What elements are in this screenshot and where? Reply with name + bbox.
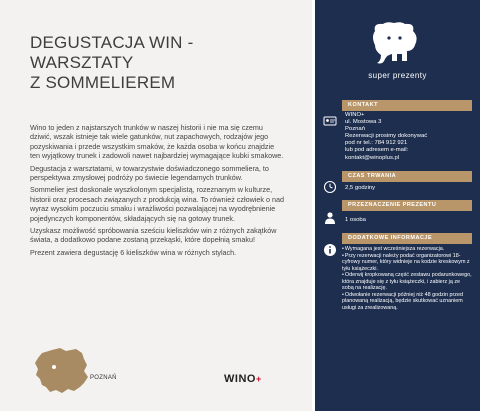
contact-line: lub pod adresem e-mail: [345, 147, 409, 154]
list-item: •Oderwij kropkowaną część zestawu podarunkowego, która znajduje się z tyłu książeczki, i zabierz ją ze sobą na realizację. [342, 272, 472, 291]
contact-line: Poznań [345, 126, 365, 133]
contact-email: kontakt@winoplus.pl [345, 154, 400, 161]
title-line: DEGUSTACJA WIN - [30, 33, 194, 52]
info-icon [323, 243, 337, 257]
contact-line: WINO+ [345, 112, 365, 118]
contact-line: Rezerwacji prosimy dokonywać [345, 133, 428, 140]
czas-value: 2,5 godziny [345, 185, 376, 191]
contact-details [345, 112, 473, 162]
contact-card-icon [323, 114, 337, 128]
location-label: POZNAŃ [90, 375, 117, 381]
elephant-logo-icon [363, 21, 425, 69]
note-text: Oderwij kropkowaną część zestawu podarunkowego, która znajduje się z tyłu książeczki, i zabierz ją ze sobą na realizację. [342, 272, 472, 291]
note-text: Przy rezerwacji należy podać organizatorowi 18-cyfrowy numer, który widnieje na kodzie kreskowym z tyłu książeczki. [342, 252, 470, 272]
paragraph: Degustacja z warsztatami, w towarzystwie doświadczonego sommeliera, to perspektywa zmysłowej podróży po świecie legendarnych trunków. [30, 163, 269, 183]
prezent-value: 1 osoba [345, 217, 366, 223]
paragraph: Wino to jeden z najstarszych trunków w naszej historii i nie ma się czemu dziwić, wszak istnieje tak wiele gatunków, nut zapachowych, rodzajów jego pozyskiwania i przede wszystkim smaków, że każda osoba w końcu znajdzie ten wyjątkowy trunek i zadowoli nawet najbardziej wymagające kubki smakowe. [30, 123, 284, 161]
list-item: •Odwołanie rezerwacji później niż 48 godzin przed planowaną realizacją, będzie skutkować uznaniem usługi za zrealizowaną. [342, 291, 463, 311]
logo-plus: + [255, 374, 262, 384]
title-line: Z SOMMELIEREM [30, 73, 176, 92]
title-line: WARSZTATY [30, 53, 134, 72]
brand-name: super prezenty [368, 71, 427, 80]
paragraph: Sommelier jest doskonale wyszkolonym specjalistą, rozeznanym w kulturze, historii oraz procesach związanych z produkcją wina. To również człowiek o nad wyraz wysokim poczuciu smaku i wrażliwości pozwalającej na wyodrębnienie pojedynczych komponentów, składających się na gotowy trunek. [30, 185, 284, 223]
dodatkowe-label: DODATKOWE INFORMACJE [342, 233, 472, 244]
contact-line: ul. Mostowa 3 [345, 119, 382, 126]
czas-label: CZAS TRWANIA [342, 171, 472, 182]
poland-map-icon [32, 345, 90, 397]
prezent-label: PRZEZNACZENIE PREZENTU [342, 200, 472, 211]
paragraph: Uzyskasz możliwość spróbowania sześciu kieliszków win z różnych zakątków świata, a dodatkowo podane zostaną przekąski, które dopełnią smaku! [30, 226, 277, 245]
note-text: Wymagana jest wcześniejsza rezerwacja. [344, 246, 445, 252]
list-item: •Wymagana jest wcześniejsza rezerwacja. [342, 246, 445, 252]
description-text [30, 123, 285, 260]
info-sidebar [315, 0, 480, 411]
kontakt-label: KONTAKT [342, 100, 472, 111]
additional-info-list [342, 246, 472, 311]
page-title [30, 33, 290, 93]
person-icon [323, 211, 337, 225]
note-text: Odwołanie rezerwacji później niż 48 godzin przed planowaną realizacją, będzie skutkować uznaniem usługi za zrealizowaną. [342, 291, 463, 311]
partner-logo [224, 373, 262, 385]
list-item: •Przy rezerwacji należy podać organizatorowi 18-cyfrowy numer, który widnieje na kodzie kreskowym z tyłu książeczki. [342, 252, 470, 272]
paragraph: Prezent zawiera degustację 6 kieliszków wina w różnych stylach. [30, 247, 237, 257]
contact-line: pod nr tel.: 784 912 921 [345, 140, 408, 147]
logo-text: WINO [224, 373, 256, 385]
clock-icon [323, 180, 337, 194]
